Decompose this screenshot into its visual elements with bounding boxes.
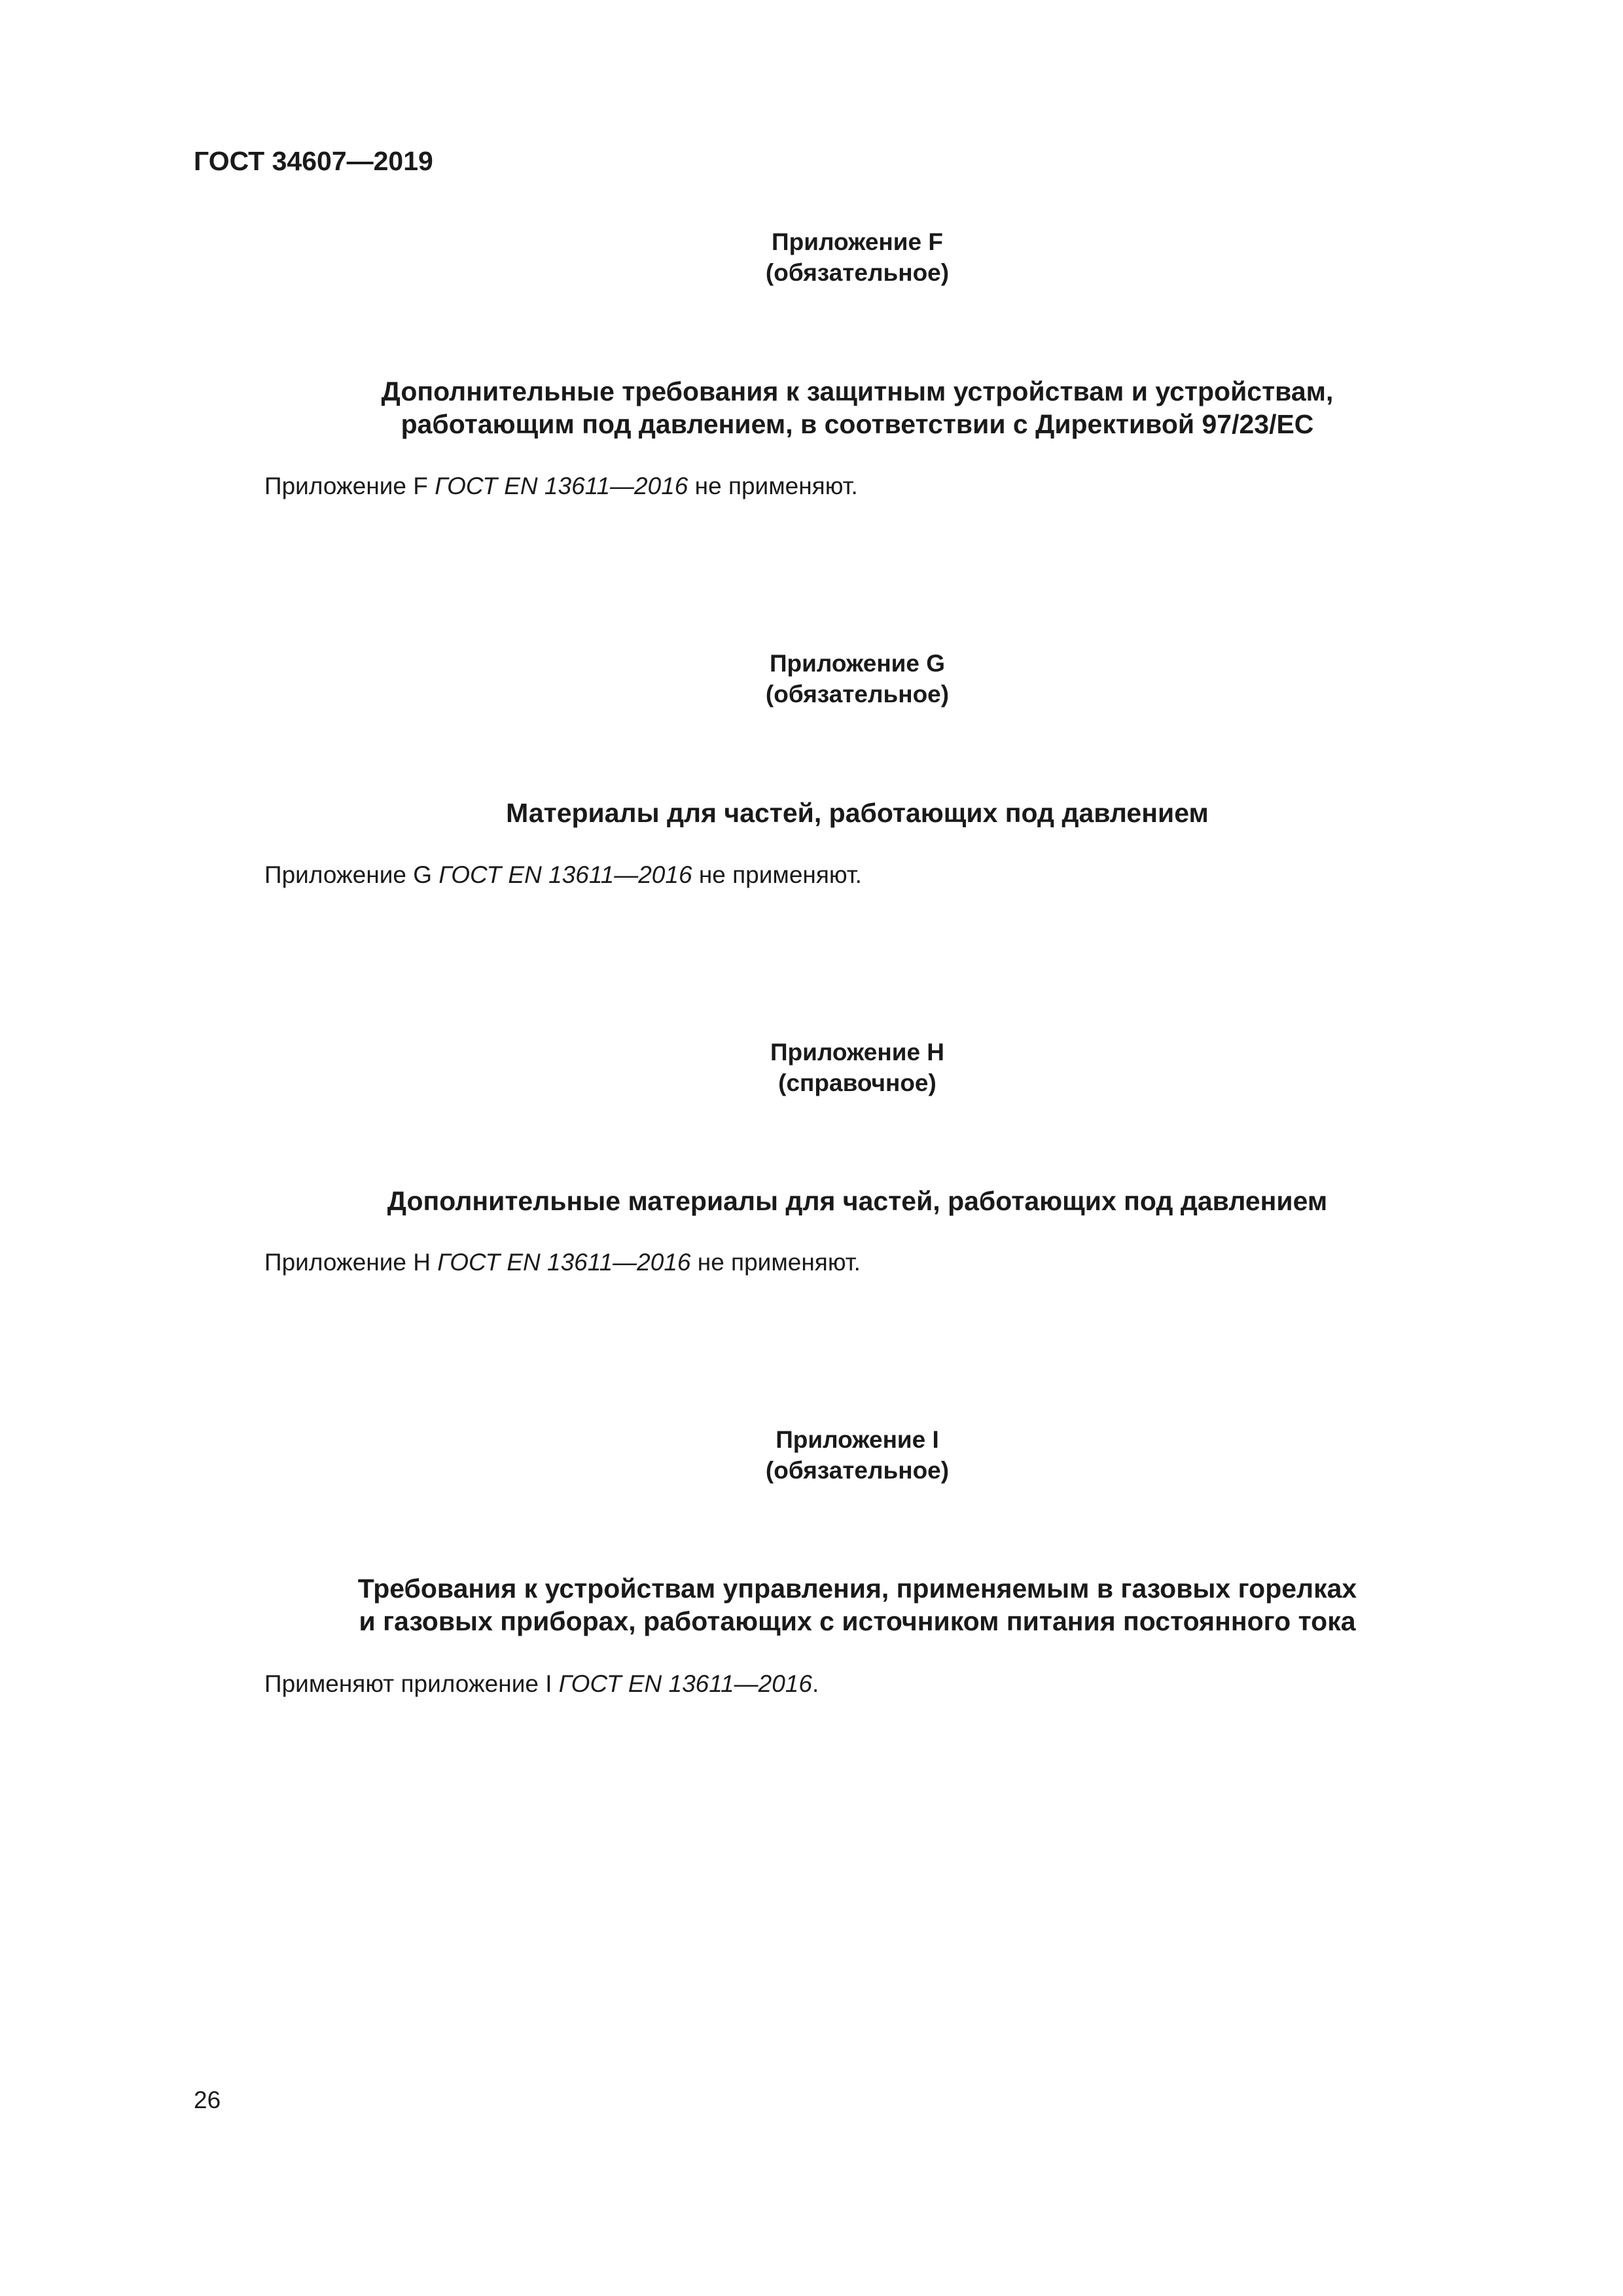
annex-f-title xyxy=(0,375,1623,440)
annex-i-title-line-2: и газовых приборах, работающих с источником питания постоянного тока xyxy=(359,1606,1356,1636)
annex-i-body-text: Применяют приложение I xyxy=(264,1670,559,1697)
annex-g-body-end: не применяют. xyxy=(692,861,862,888)
document-designation: ГОСТ 34607—2019 xyxy=(194,146,433,176)
annex-g-status: (обязательное) xyxy=(765,681,950,708)
annex-h-label: Приложение Н xyxy=(770,1039,945,1066)
annex-g-title xyxy=(0,797,1623,829)
annex-h-heading xyxy=(0,1037,1623,1098)
annex-f-title-line-2: работающим под давлением, в соответствии с Директивой 97/23/ЕС xyxy=(401,409,1314,439)
annex-f-body xyxy=(264,474,858,498)
annex-h-status: (справочное) xyxy=(778,1069,936,1096)
annex-i-body-end: . xyxy=(812,1670,819,1697)
annex-h-body-end: не применяют. xyxy=(690,1249,861,1276)
annex-f-heading xyxy=(0,226,1623,288)
page-number: 26 xyxy=(194,2087,221,2113)
annex-h-body-text: Приложение Н xyxy=(264,1249,438,1276)
annex-i-title xyxy=(0,1572,1623,1638)
annex-f-title-line-1: Дополнительные требования к защитным устройствам и устройствам, xyxy=(381,376,1334,406)
annex-f-status: (обязательное) xyxy=(765,259,950,286)
annex-h-title-line-1: Дополнительные материалы для частей, работающих под давлением xyxy=(387,1186,1328,1216)
annex-f-label: Приложение F xyxy=(772,228,943,255)
annex-i-status: (обязательное) xyxy=(765,1457,950,1484)
annex-g-standard-reference: ГОСТ EN 13611—2016 xyxy=(438,861,692,888)
annex-i-title-line-1: Требования к устройствам управления, применяемым в газовых горелках xyxy=(357,1573,1357,1604)
annex-g-body-text: Приложение G xyxy=(264,861,439,888)
annex-g-title-line-1: Материалы для частей, работающих под давлением xyxy=(506,798,1209,828)
annex-g-heading xyxy=(0,648,1623,709)
annex-g-label: Приложение G xyxy=(769,650,946,677)
annex-h-title xyxy=(0,1185,1623,1217)
annex-i-standard-reference: ГОСТ EN 13611—2016 xyxy=(558,1670,812,1697)
annex-h-standard-reference: ГОСТ EN 13611—2016 xyxy=(437,1249,691,1276)
annex-f-body-text: Приложение F xyxy=(264,473,435,499)
annex-i-body xyxy=(264,1672,819,1696)
annex-i-heading xyxy=(0,1424,1623,1486)
annex-f-standard-reference: ГОСТ EN 13611—2016 xyxy=(435,473,688,499)
annex-h-body xyxy=(264,1250,861,1274)
annex-i-label: Приложение I xyxy=(776,1426,939,1453)
annex-g-body xyxy=(264,863,862,887)
annex-f-body-end: не применяют. xyxy=(688,473,858,499)
